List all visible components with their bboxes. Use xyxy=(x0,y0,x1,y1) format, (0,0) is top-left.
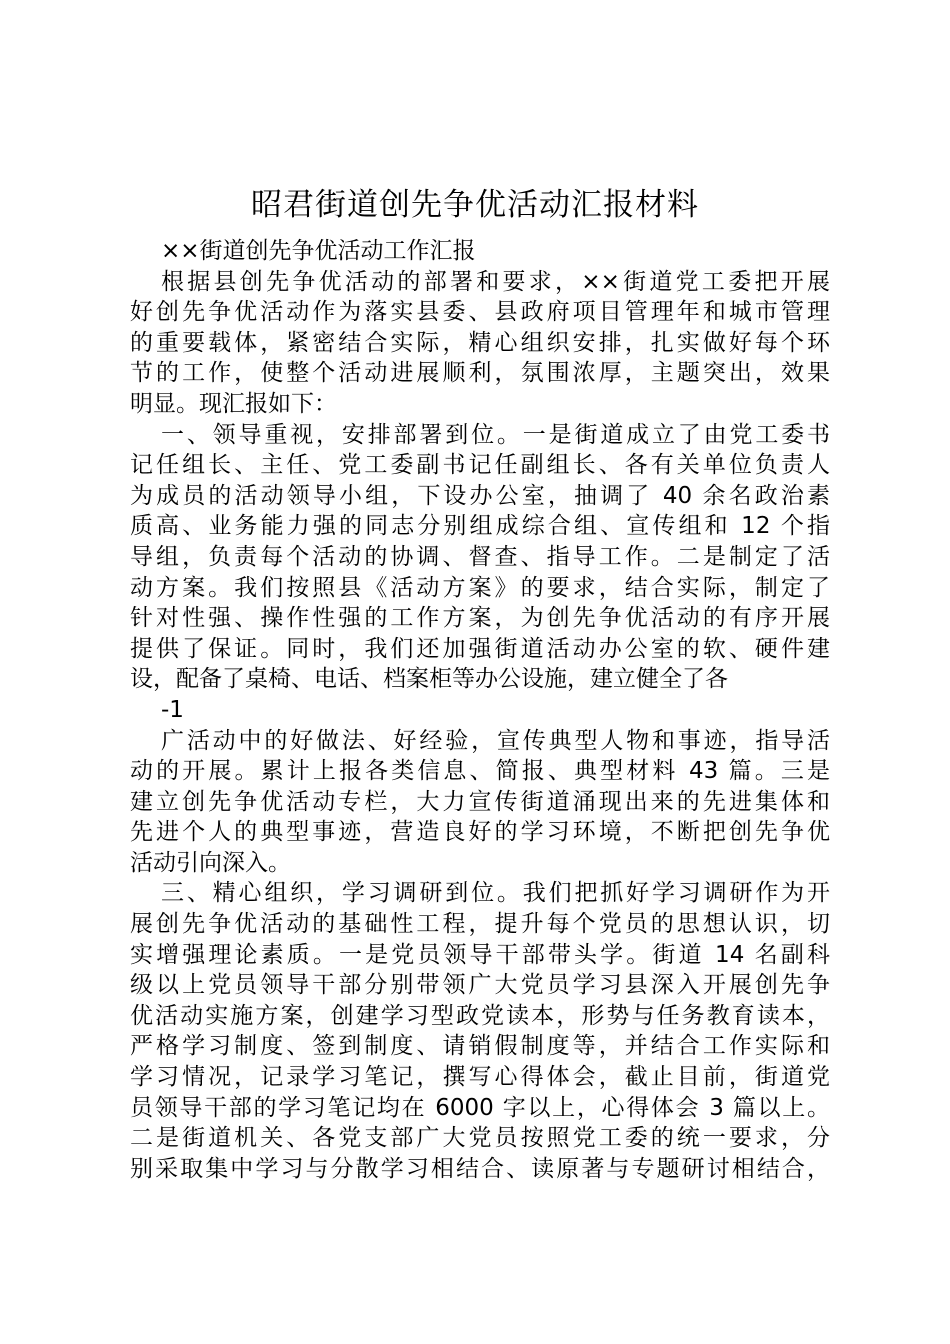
text-line: ××街道创先争优活动工作汇报 xyxy=(161,238,476,264)
text-line: 三、精心组织，学习调研到位。我们把抓好学习调研作为开 xyxy=(161,880,830,907)
text-line: 建立创先争优活动专栏，大力宣传街道涌现出来的先进集体和 xyxy=(130,788,830,815)
text-line: 明显。现汇报如下： xyxy=(130,390,337,417)
text-line: 实增强理论素质。一是党员领导干部带头学。街道 14 名副科 xyxy=(130,941,830,968)
text-line: 一、领导重视，安排部署到位。一是街道成立了由党工委书 xyxy=(161,421,830,448)
text-line: 导组，负责每个活动的协调、督查、指导工作。二是制定了活 xyxy=(130,543,830,570)
text-line: 动方案。我们按照县《活动方案》的要求，结合实际，制定了 xyxy=(130,574,830,601)
text-line: 别采取集中学习与分散学习相结合、读原著与专题研讨相结合， xyxy=(130,1155,830,1182)
text-line: 动的开展。累计上报各类信息、简报、典型材料 43 篇。三是 xyxy=(130,758,830,785)
text-line: 为成员的活动领导小组，下设办公室，抽调了 40 余名政治素 xyxy=(130,482,830,509)
text-line: 活动引向深入。 xyxy=(130,849,291,876)
text-line: 的重要载体，紧密结合实际，精心组织安排，扎实做好每个环 xyxy=(130,329,830,356)
text-line: 质高、业务能力强的同志分别组成综合组、宣传组和 12 个指 xyxy=(130,513,830,540)
text-line: 学习情况，记录学习笔记，撰写心得体会，截止目前，街道党 xyxy=(130,1064,830,1091)
document-title: 昭君街道创先争优活动汇报材料 xyxy=(251,187,699,223)
text-line: 严格学习制度、签到制度、请销假制度等，并结合工作实际和 xyxy=(130,1033,830,1060)
text-line: 设，配备了桌椅、电话、档案柜等办公设施，建立健全了各 xyxy=(130,666,728,693)
text-line: 针对性强、操作性强的工作方案，为创先争优活动的有序开展 xyxy=(130,605,830,632)
text-line: 级以上党员领导干部分别带领广大党员学习县深入开展创先争 xyxy=(130,972,830,999)
text-line: 优活动实施方案，创建学习型政党读本，形势与任务教育读本， xyxy=(130,1002,830,1029)
text-line: 广活动中的好做法、好经验，宣传典型人物和事迹，指导活 xyxy=(161,727,830,754)
text-line: 节的工作，使整个活动进展顺利，氛围浓厚，主题突出，效果 xyxy=(130,360,830,387)
text-line: 员领导干部的学习笔记均在 6000 字以上，心得体会 3 篇以上。 xyxy=(130,1094,830,1121)
text-line: 根据县创先争优活动的部署和要求，××街道党工委把开展 xyxy=(161,268,830,295)
text-line: -1 xyxy=(161,696,184,723)
text-line: 二是街道机关、各党支部广大党员按照党工委的统一要求，分 xyxy=(130,1125,830,1152)
text-line: 先进个人的典型事迹，营造良好的学习环境，不断把创先争优 xyxy=(130,819,830,846)
document-body xyxy=(130,236,830,1184)
text-line: 好创先争优活动作为落实县委、县政府项目管理年和城市管理 xyxy=(130,299,830,326)
text-line: 记任组长、主任、党工委副书记任副组长、各有关单位负责人 xyxy=(130,452,830,479)
text-line: 提供了保证。同时，我们还加强街道活动办公室的软、硬件建 xyxy=(130,635,830,662)
text-line: 展创先争优活动的基础性工程，提升每个党员的思想认识，切 xyxy=(130,911,830,938)
